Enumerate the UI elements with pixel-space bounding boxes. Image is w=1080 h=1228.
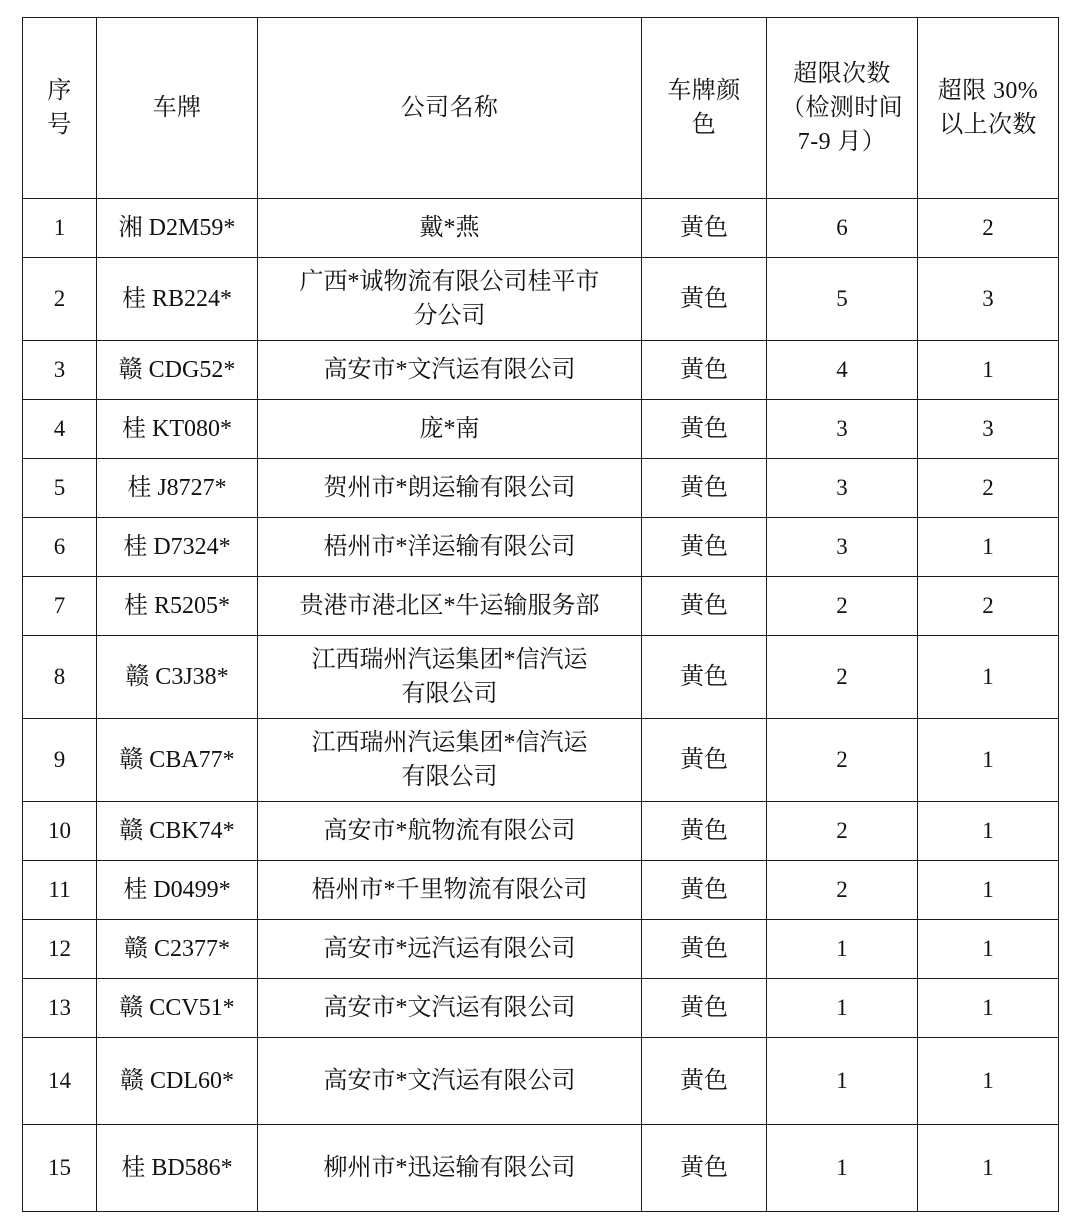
cell-plate-number: 赣 CDG52* bbox=[97, 341, 258, 400]
cell-overload-30-count: 1 bbox=[918, 1038, 1059, 1125]
cell-overload-count: 1 bbox=[767, 1125, 918, 1212]
cell-plate-number: 赣 CCV51* bbox=[97, 979, 258, 1038]
cell-index: 2 bbox=[23, 258, 97, 341]
cell-plate-color: 黄色 bbox=[642, 518, 767, 577]
cell-company-name: 高安市*远汽运有限公司 bbox=[258, 920, 642, 979]
cell-index: 7 bbox=[23, 577, 97, 636]
cell-index: 4 bbox=[23, 400, 97, 459]
cell-plate-number: 赣 CBK74* bbox=[97, 802, 258, 861]
cell-index: 12 bbox=[23, 920, 97, 979]
cell-overload-30-count: 2 bbox=[918, 577, 1059, 636]
column-header-overload-count-line1: 超限次数 bbox=[793, 60, 891, 87]
cell-company-name-line1: 江西瑞州汽运集团*信汽运 bbox=[311, 646, 588, 673]
table-row bbox=[23, 920, 1059, 979]
cell-company-name: 柳州市*迅运输有限公司 bbox=[258, 1125, 642, 1212]
column-header-index bbox=[23, 18, 97, 199]
cell-overload-30-count: 1 bbox=[918, 1125, 1059, 1212]
cell-company-name: 庞*南 bbox=[258, 400, 642, 459]
cell-company-name bbox=[258, 258, 642, 341]
cell-overload-30-count: 1 bbox=[918, 518, 1059, 577]
cell-plate-number: 赣 C2377* bbox=[97, 920, 258, 979]
cell-index: 14 bbox=[23, 1038, 97, 1125]
header-row bbox=[23, 18, 1059, 199]
cell-index: 15 bbox=[23, 1125, 97, 1212]
cell-overload-count: 4 bbox=[767, 341, 918, 400]
table-row bbox=[23, 1125, 1059, 1212]
column-header-overload-count-line3: 7-9 月） bbox=[797, 129, 887, 156]
cell-company-name: 高安市*文汽运有限公司 bbox=[258, 341, 642, 400]
cell-company-name: 高安市*文汽运有限公司 bbox=[258, 979, 642, 1038]
table-row bbox=[23, 199, 1059, 258]
cell-index: 1 bbox=[23, 199, 97, 258]
cell-plate-color: 黄色 bbox=[642, 719, 767, 802]
table-row bbox=[23, 518, 1059, 577]
cell-company-name: 贺州市*朗运输有限公司 bbox=[258, 459, 642, 518]
cell-plate-color: 黄色 bbox=[642, 459, 767, 518]
cell-plate-number: 桂 J8727* bbox=[97, 459, 258, 518]
cell-overload-count: 3 bbox=[767, 518, 918, 577]
cell-overload-count: 1 bbox=[767, 979, 918, 1038]
cell-plate-color: 黄色 bbox=[642, 577, 767, 636]
cell-plate-number: 桂 R5205* bbox=[97, 577, 258, 636]
column-header-overload-count bbox=[767, 18, 918, 199]
cell-plate-number: 赣 C3J38* bbox=[97, 636, 258, 719]
cell-overload-30-count: 3 bbox=[918, 400, 1059, 459]
cell-plate-color: 黄色 bbox=[642, 199, 767, 258]
cell-overload-30-count: 1 bbox=[918, 802, 1059, 861]
cell-company-name-line2: 有限公司 bbox=[401, 764, 498, 790]
cell-overload-count: 2 bbox=[767, 802, 918, 861]
column-header-index-line2: 号 bbox=[47, 112, 72, 138]
cell-plate-number: 桂 BD586* bbox=[97, 1125, 258, 1212]
cell-plate-color: 黄色 bbox=[642, 400, 767, 459]
cell-index: 11 bbox=[23, 861, 97, 920]
table-body bbox=[23, 199, 1059, 1212]
column-header-company: 公司名称 bbox=[258, 18, 642, 199]
cell-plate-number: 湘 D2M59* bbox=[97, 199, 258, 258]
cell-plate-number: 桂 RB224* bbox=[97, 258, 258, 341]
column-header-overload-30-line1: 超限 30% bbox=[937, 77, 1039, 104]
table-row bbox=[23, 577, 1059, 636]
column-header-index-line1: 序 bbox=[47, 77, 72, 104]
table-row bbox=[23, 459, 1059, 518]
cell-plate-color: 黄色 bbox=[642, 1125, 767, 1212]
cell-index: 10 bbox=[23, 802, 97, 861]
cell-overload-30-count: 2 bbox=[918, 459, 1059, 518]
cell-plate-color: 黄色 bbox=[642, 1038, 767, 1125]
cell-index: 3 bbox=[23, 341, 97, 400]
table-row bbox=[23, 636, 1059, 719]
cell-plate-color: 黄色 bbox=[642, 802, 767, 861]
cell-overload-30-count: 1 bbox=[918, 979, 1059, 1038]
cell-overload-30-count: 1 bbox=[918, 861, 1059, 920]
table-row bbox=[23, 400, 1059, 459]
cell-overload-count: 2 bbox=[767, 636, 918, 719]
cell-overload-count: 2 bbox=[767, 577, 918, 636]
cell-plate-color: 黄色 bbox=[642, 636, 767, 719]
table-row bbox=[23, 341, 1059, 400]
cell-index: 8 bbox=[23, 636, 97, 719]
cell-company-name bbox=[258, 636, 642, 719]
cell-company-name: 高安市*航物流有限公司 bbox=[258, 802, 642, 861]
cell-company-name-line1: 江西瑞州汽运集团*信汽运 bbox=[311, 729, 588, 756]
table-row bbox=[23, 979, 1059, 1038]
column-header-plate-color-line1: 车牌颜 bbox=[667, 77, 741, 104]
column-header-overload-30-count bbox=[918, 18, 1059, 199]
cell-plate-number: 桂 D0499* bbox=[97, 861, 258, 920]
table-row bbox=[23, 802, 1059, 861]
table-row bbox=[23, 861, 1059, 920]
table-row bbox=[23, 719, 1059, 802]
column-header-overload-count-line2: （检测时间 bbox=[781, 94, 903, 121]
cell-overload-30-count: 3 bbox=[918, 258, 1059, 341]
cell-plate-color: 黄色 bbox=[642, 920, 767, 979]
cell-company-name-line2: 分公司 bbox=[413, 303, 486, 329]
cell-index: 5 bbox=[23, 459, 97, 518]
cell-company-name: 梧州市*洋运输有限公司 bbox=[258, 518, 642, 577]
table-header bbox=[23, 18, 1059, 199]
cell-overload-count: 2 bbox=[767, 719, 918, 802]
cell-company-name-line2: 有限公司 bbox=[401, 681, 498, 707]
cell-overload-count: 6 bbox=[767, 199, 918, 258]
table-row bbox=[23, 258, 1059, 341]
cell-company-name: 梧州市*千里物流有限公司 bbox=[258, 861, 642, 920]
cell-company-name: 戴*燕 bbox=[258, 199, 642, 258]
cell-overload-count: 3 bbox=[767, 459, 918, 518]
column-header-overload-30-line2: 以上次数 bbox=[939, 112, 1037, 138]
cell-plate-color: 黄色 bbox=[642, 258, 767, 341]
cell-company-name: 贵港市港北区*牛运输服务部 bbox=[258, 577, 642, 636]
cell-overload-30-count: 1 bbox=[918, 920, 1059, 979]
cell-company-name-line1: 广西*诚物流有限公司桂平市 bbox=[299, 268, 600, 295]
cell-plate-number: 桂 D7324* bbox=[97, 518, 258, 577]
column-header-plate-color-line2: 色 bbox=[691, 112, 717, 138]
cell-overload-count: 5 bbox=[767, 258, 918, 341]
cell-overload-count: 1 bbox=[767, 1038, 918, 1125]
cell-plate-color: 黄色 bbox=[642, 861, 767, 920]
cell-overload-30-count: 1 bbox=[918, 341, 1059, 400]
cell-plate-number: 赣 CBA77* bbox=[97, 719, 258, 802]
cell-company-name: 高安市*文汽运有限公司 bbox=[258, 1038, 642, 1125]
cell-overload-count: 2 bbox=[767, 861, 918, 920]
cell-plate-color: 黄色 bbox=[642, 341, 767, 400]
cell-plate-color: 黄色 bbox=[642, 979, 767, 1038]
cell-overload-count: 1 bbox=[767, 920, 918, 979]
cell-plate-number: 赣 CDL60* bbox=[97, 1038, 258, 1125]
cell-overload-30-count: 1 bbox=[918, 636, 1059, 719]
cell-overload-30-count: 1 bbox=[918, 719, 1059, 802]
table-row bbox=[23, 1038, 1059, 1125]
column-header-plate-color bbox=[642, 18, 767, 199]
cell-overload-30-count: 2 bbox=[918, 199, 1059, 258]
cell-index: 9 bbox=[23, 719, 97, 802]
column-header-plate: 车牌 bbox=[97, 18, 258, 199]
cell-overload-count: 3 bbox=[767, 400, 918, 459]
cell-index: 6 bbox=[23, 518, 97, 577]
cell-plate-number: 桂 KT080* bbox=[97, 400, 258, 459]
cell-company-name bbox=[258, 719, 642, 802]
overload-vehicles-table bbox=[22, 17, 1059, 1212]
cell-index: 13 bbox=[23, 979, 97, 1038]
